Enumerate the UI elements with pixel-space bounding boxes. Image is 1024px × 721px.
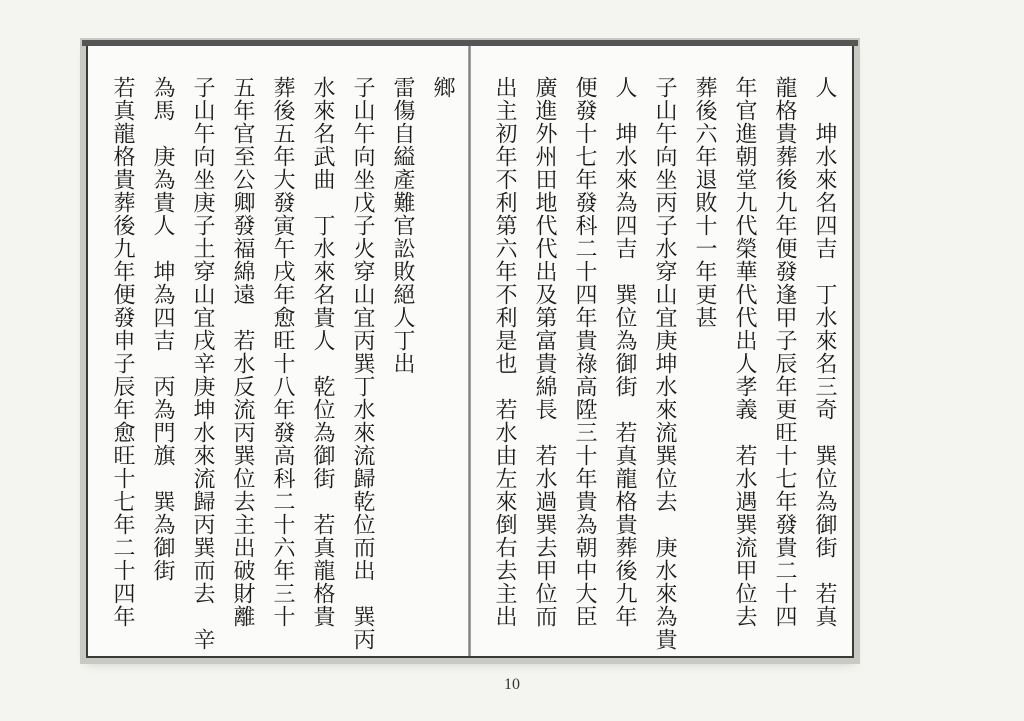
text-column: 五年官至公卿發福綿遠 若水反流丙巽位去主出破財離 (230, 76, 255, 628)
text-column: 葬後六年退敗十一年更甚 (692, 76, 717, 329)
text-column: 若真龍格貴葬後九年便發申子辰年愈旺十七年二十四年 (110, 76, 135, 628)
text-column: 人 坤水來為四吉 巽位為御街 若真龍格貴葬後九年 (612, 76, 637, 628)
text-column: 水來名武曲 丁水來名貴人 乾位為御街 若真龍格貴 (310, 76, 335, 628)
text-column: 子山午向坐丙子水穿山宜庚坤水來流巽位去 庚水來為貴 (652, 76, 677, 651)
text-column: 便發十七年發科二十四年貴祿高陞三十年貴為朝中大臣 (572, 76, 597, 628)
right-page (480, 76, 840, 651)
text-column: 人 坤水來名四吉 丁水來名三奇 巽位為御街 若真 (812, 76, 837, 628)
text-column: 子山午向坐戊子火穿山宜丙巽丁水來流歸乾位而出 巽丙 (350, 76, 375, 651)
text-column: 出主初年不利第六年不利是也 若水由左來倒右去主出 (492, 76, 517, 628)
text-column: 鄉 (430, 76, 455, 99)
text-column: 葬後五年大發寅午戌年愈旺十八年發高科二十六年三十 (270, 76, 295, 628)
text-column: 龍格貴葬後九年便發逢甲子辰年更旺十七年發貴二十四 (772, 76, 797, 628)
page-number: 10 (504, 676, 520, 693)
text-column: 廣進外州田地代代出及第富貴綿長 若水過巽去甲位而 (532, 76, 557, 628)
book-spread (86, 44, 854, 658)
book-spine (468, 46, 471, 656)
left-page (98, 76, 458, 651)
text-column: 雷傷自縊產難官訟敗絕人丁出 (390, 76, 415, 375)
text-column: 為馬 庚為貴人 坤為四吉 丙為門旗 巽為御街 (150, 76, 175, 582)
text-column: 子山午向坐庚子土穿山宜戌辛庚坤水來流歸丙巽而去 辛 (190, 76, 215, 651)
text-column: 年官進朝堂九代榮華代代出人孝義 若水遇巽流甲位去 (732, 76, 757, 628)
